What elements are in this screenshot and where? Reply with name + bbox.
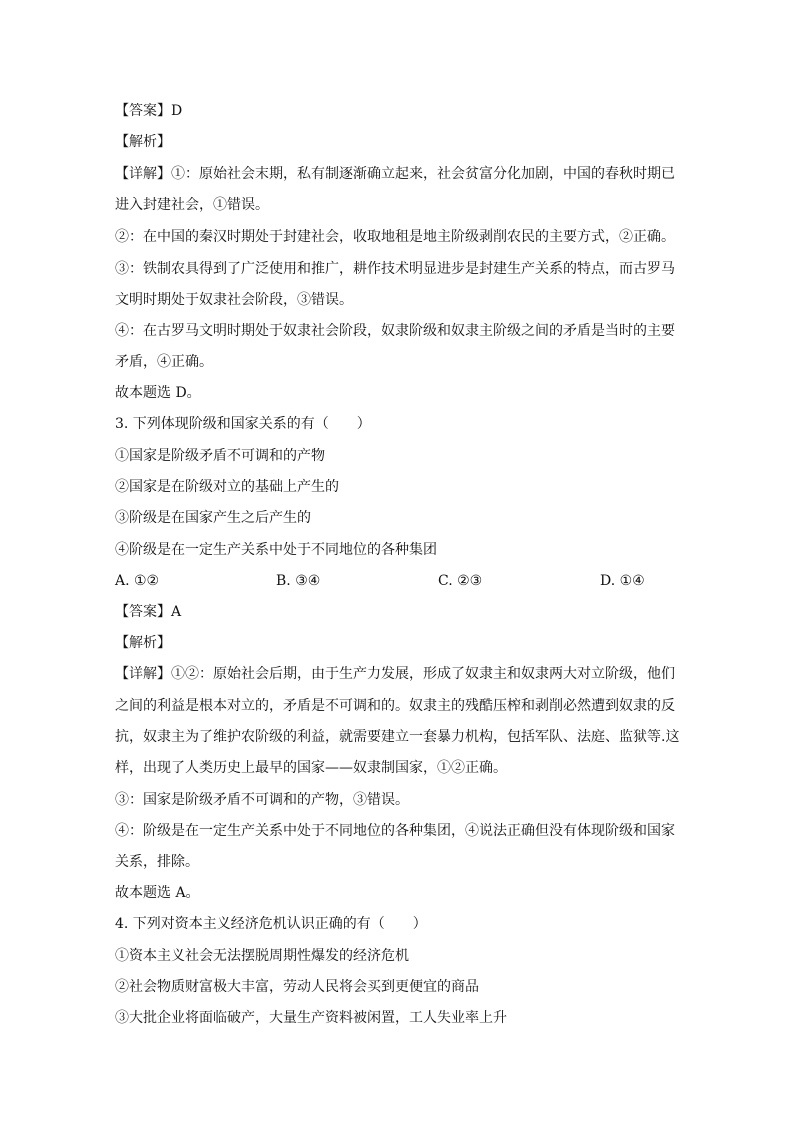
q3-item: ②国家是在阶级对立的基础上产生的	[115, 479, 339, 495]
q3-stem: 3. 下列体现阶级和国家关系的有（ ）	[115, 416, 371, 432]
q2-detail-line: 矛盾，④正确。	[115, 354, 213, 370]
q4-item: ③大批企业将面临破产，大量生产资料被闲置，工人失业率上升	[115, 1010, 507, 1026]
q2-detail-line: ④：在古罗马文明时期处于奴隶社会阶段，奴隶阶级和奴隶主阶级之间的矛盾是当时的主要	[115, 323, 675, 339]
q3-detail-line: 关系，排除。	[115, 854, 199, 870]
q2-detail-line: 【详解】①：原始社会末期，私有制逐渐确立起来，社会贫富分化加剧，中国的春秋时期已	[115, 166, 675, 182]
q3-detail-line: 抗，奴隶主为了维护农阶级的利益，就需要建立一套暴力机构，包括军队、法庭、监狱等.这	[115, 729, 680, 745]
q3-option-b: B. ③④	[276, 573, 321, 589]
q2-conclusion: 故本题选 D。	[115, 385, 201, 401]
q3-item: ③阶级是在国家产生之后产生的	[115, 510, 311, 526]
q4-stem: 4. 下列对资本主义经济危机认识正确的有（ ）	[115, 916, 427, 932]
q3-option-a: A. ①②	[115, 573, 160, 589]
q4-item: ①资本主义社会无法摆脱周期性爆发的经济危机	[115, 948, 409, 964]
q2-detail-line: 进入封建社会，①错误。	[115, 197, 269, 213]
q3-option-c: C. ②③	[438, 573, 483, 589]
q2-detail-line: ③：铁制农具得到了广泛使用和推广，耕作技术明显进步是封建生产关系的特点，而古罗马	[115, 261, 675, 277]
q3-answer: 【答案】A	[115, 604, 182, 620]
q2-analysis-heading: 【解析】	[115, 134, 171, 150]
q4-item: ②社会物质财富极大丰富，劳动人民将会买到更便宜的商品	[115, 979, 479, 995]
q3-option-d: D. ①④	[600, 573, 645, 589]
q3-detail-line: 【详解】①②：原始社会后期，由于生产力发展，形成了奴隶主和奴隶两大对立阶级，他们	[115, 666, 675, 682]
q3-conclusion: 故本题选 A。	[115, 885, 200, 901]
q3-item: ①国家是阶级矛盾不可调和的产物	[115, 448, 325, 464]
q2-detail-line: 文明时期处于奴隶社会阶段，③错误。	[115, 292, 353, 308]
q2-answer: 【答案】D	[115, 103, 183, 119]
q3-detail-line: ③：国家是阶级矛盾不可调和的产物，③错误。	[115, 792, 409, 808]
q3-item: ④阶级是在一定生产关系中处于不同地位的各种集团	[115, 542, 437, 558]
q3-detail-line: ④：阶级是在一定生产关系中处于不同地位的各种集团，④说法正确但没有体现阶级和国家	[115, 823, 675, 839]
q3-analysis-heading: 【解析】	[115, 635, 171, 651]
q3-detail-line: 样，出现了人类历史上最早的国家——奴隶制国家，①②正确。	[115, 760, 507, 776]
q3-detail-line: 之间的利益是根本对立的，矛盾是不可调和的。奴隶主的残酷压榨和剥削必然遭到奴隶的反	[115, 698, 675, 714]
q2-detail-line: ②：在中国的秦汉时期处于封建社会，收取地租是地主阶级剥削农民的主要方式，②正确。	[115, 229, 675, 245]
